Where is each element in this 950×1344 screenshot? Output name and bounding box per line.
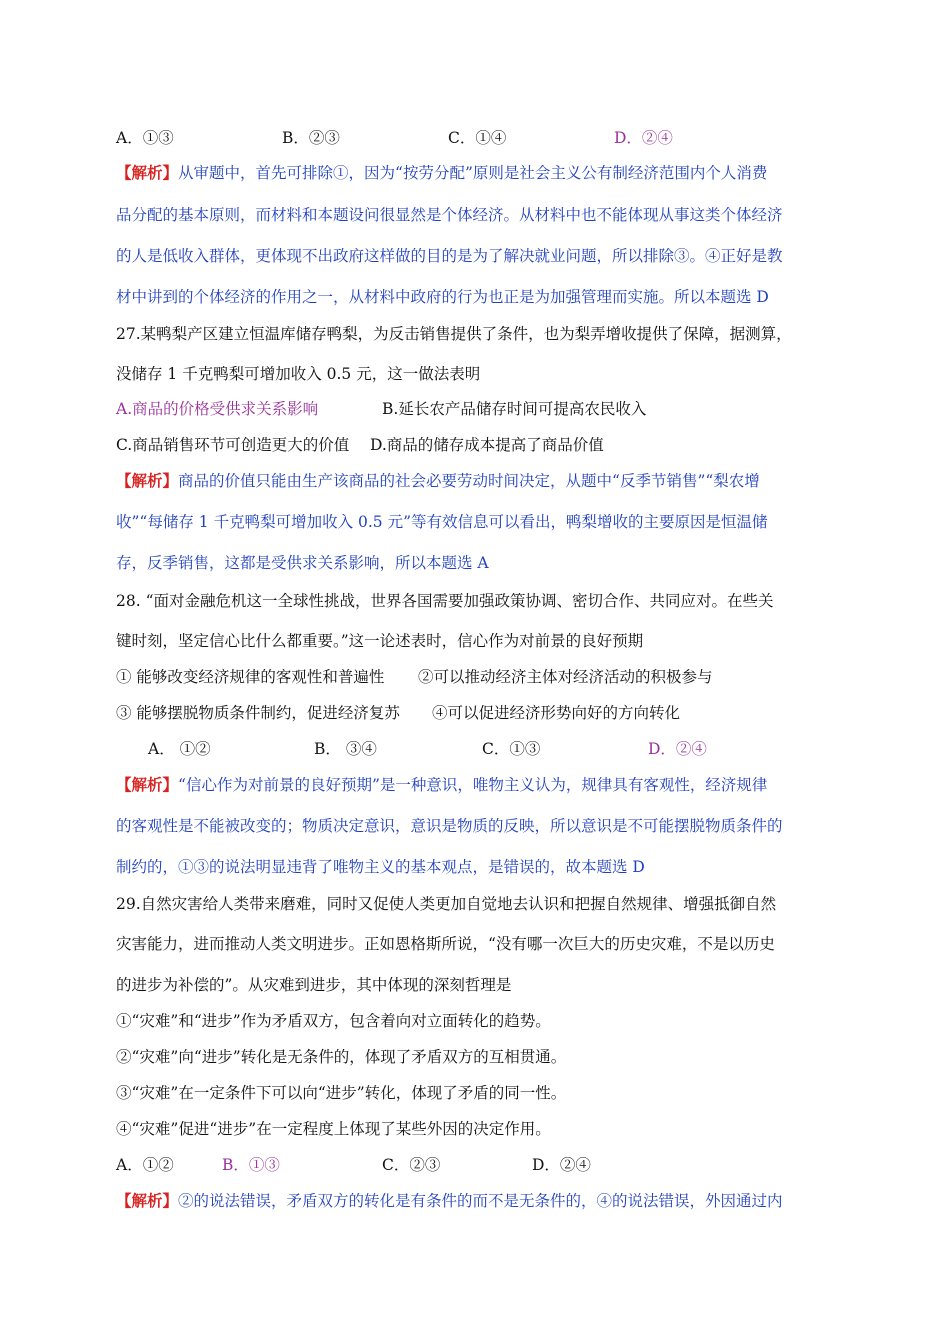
q29-stem-line-3: 的进步为补偿的”。从灾难到进步，其中体现的深刻哲理是 xyxy=(116,976,512,994)
q28-statement-3: ③ 能够摆脱物质条件制约，促进经济复苏 xyxy=(116,704,400,722)
q28-statement-2: ②可以推动经济主体对经济活动的积极参与 xyxy=(418,668,713,686)
q28-analysis-line-1: 【解析】“信心作为对前景的良好预期”是一种意识，唯物主义认为，规律具有客观性，经济规律 xyxy=(116,775,768,794)
q29-stem-line-2: 灾害能力，进而推动人类文明进步。正如恩格斯所说，“没有哪一次巨大的历史灾难，不是以历史 xyxy=(116,935,775,953)
q28-stem-line-2: 键时刻，坚定信心比什么都重要。”这一论述表时，信心作为对前景的良好预期 xyxy=(116,632,644,650)
q29-option-d: D．②④ xyxy=(532,1156,591,1174)
q27-option-a-answer: A.商品的价格受供求关系影响 xyxy=(116,400,319,418)
q29-analysis-line-1: 【解析】②的说法错误，矛盾双方的转化是有条件的而不是无条件的，④的说法错误，外因通过内 xyxy=(116,1191,783,1210)
q28-option-a: A． ①② xyxy=(148,740,211,758)
q29-stem-line-1: 29.自然灾害给人类带来磨难，同时又促使人类更加自觉地去认识和把握自然规律、增强抵御自然 xyxy=(116,895,777,913)
q29-option-a: A．①② xyxy=(116,1156,174,1174)
q26-option-b: B．②③ xyxy=(282,129,340,147)
q26-analysis-line-2: 品分配的基本原则，而材料和本题设问很显然是个体经济。从材料中也不能体现从事这类个体经济 xyxy=(116,206,783,224)
q28-statement-4: ④可以促进经济形势向好的方向转化 xyxy=(432,704,681,722)
q26-option-d-answer: D．②④ xyxy=(614,129,673,147)
analysis-tag: 【解析】 xyxy=(116,163,179,182)
q28-statement-1: ① 能够改变经济规律的客观性和普遍性 xyxy=(116,668,385,686)
q27-stem-line-1: 27.某鸭梨产区建立恒温库储存鸭梨，为反击销售提供了条件，也为梨弄增收提供了保障，据测算， xyxy=(116,325,792,343)
analysis-tag: 【解析】 xyxy=(116,471,179,490)
q28-analysis-line-2: 的客观性是不能被改变的；物质决定意识，意识是物质的反映，所以意识是不可能摆脱物质条件的 xyxy=(116,817,783,835)
q26-analysis-line-4: 材中讲到的个体经济的作用之一，从材料中政府的行为也正是为加强管理而实施。所以本题选 D xyxy=(116,288,769,306)
q29-statement-3: ③“灾难”在一定条件下可以向“进步”转化，体现了矛盾的同一性。 xyxy=(116,1084,567,1102)
q27-stem-line-2: 没储存 1 千克鸭梨可增加收入 0.5 元，这一做法表明 xyxy=(116,365,481,383)
q27-option-b: B.延长农产品储存时间可提高农民收入 xyxy=(382,400,647,418)
q28-stem-line-1: 28. “面对金融危机这一全球性挑战，世界各国需要加强政策协调、密切合作、共同应对。在些关 xyxy=(116,592,774,610)
q26-analysis-line-3: 的人是低收入群体，更体现不出政府这样做的目的是为了解决就业问题，所以排除③。④正好是教 xyxy=(116,247,783,265)
q28-analysis-line-3: 制约的，①③的说法明显违背了唯物主义的基本观点，是错误的，故本题选 D xyxy=(116,858,645,876)
q27-option-d: D.商品的储存成本提高了商品价值 xyxy=(370,436,604,454)
q28-option-d-answer: D．②④ xyxy=(648,740,707,758)
q28-option-b: B． ③④ xyxy=(314,740,377,758)
q27-analysis-line-1: 【解析】商品的价值只能由生产该商品的社会必要劳动时间决定，从题中“反季节销售”“梨农增 xyxy=(116,471,760,490)
q26-option-c: C．①④ xyxy=(448,129,507,147)
q29-option-b-answer: B．①③ xyxy=(222,1156,280,1174)
q27-option-c: C.商品销售环节可创造更大的价值 xyxy=(116,436,350,454)
q29-statement-2: ②“灾难”向“进步”转化是无条件的，体现了矛盾双方的互相贯通。 xyxy=(116,1048,567,1066)
q27-analysis-line-2: 收”“每储存 1 千克鸭梨可增加收入 0.5 元”等有效信息可以看出，鸭梨增收的主要原因是恒温储 xyxy=(116,513,768,531)
q29-option-c: C．②③ xyxy=(382,1156,441,1174)
q26-option-a: A．①③ xyxy=(116,129,174,147)
analysis-tag: 【解析】 xyxy=(116,1191,179,1210)
q27-analysis-line-3: 存，反季销售，这都是受供求关系影响，所以本题选 A xyxy=(116,554,489,572)
analysis-tag: 【解析】 xyxy=(116,775,179,794)
q29-statement-1: ①“灾难”和“进步”作为矛盾双方，包含着向对立面转化的趋势。 xyxy=(116,1012,551,1030)
q28-option-c: C．①③ xyxy=(482,740,541,758)
q29-statement-4: ④“灾难”促进“进步”在一定程度上体现了某些外因的决定作用。 xyxy=(116,1120,551,1138)
q26-analysis-line-1: 【解析】从审题中，首先可排除①，因为“按劳分配”原则是社会主义公有制经济范围内个人消费 xyxy=(116,163,768,182)
